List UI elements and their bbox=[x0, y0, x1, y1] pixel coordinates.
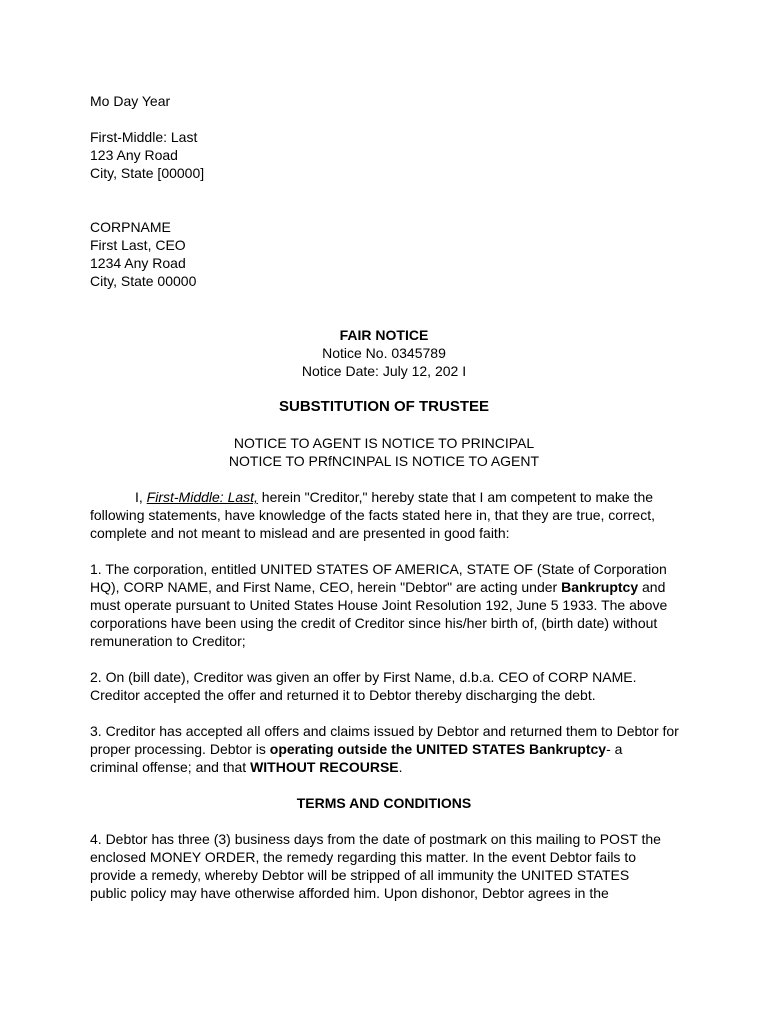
paragraph-line: public policy may have otherwise afforded him. Upon dishonor, Debtor agrees in the bbox=[90, 885, 609, 901]
notice-heading bbox=[90, 326, 678, 380]
bold-text: WITHOUT RECOURSE bbox=[250, 759, 399, 775]
sender-address-line1: 123 Any Road bbox=[90, 147, 178, 163]
paragraph-2 bbox=[90, 668, 678, 704]
recipient-address-block bbox=[90, 218, 678, 290]
sender-name: First-Middle: Last bbox=[90, 129, 198, 145]
terms-heading: TERMS AND CONDITIONS bbox=[296, 795, 472, 811]
paragraph-line: Creditor accepted the offer and returned it to Debtor thereby discharging the debt. bbox=[90, 687, 596, 703]
paragraph-text: . bbox=[398, 759, 403, 775]
creditor-name: First-Middle: Last, bbox=[146, 489, 258, 505]
recipient-person: First Last, CEO bbox=[90, 237, 186, 253]
bold-text: operating outside the UNITED STATES Bankruptcy bbox=[269, 741, 607, 757]
paragraph-line: remuneration to Creditor; bbox=[90, 633, 246, 649]
paragraph-text: HQ), CORP NAME, and First Name, CEO, herein "Debtor" are acting under bbox=[90, 579, 562, 595]
paragraph-4 bbox=[90, 830, 678, 902]
paragraph-text: criminal offense; and that bbox=[90, 759, 251, 775]
notice-title: FAIR NOTICE bbox=[339, 327, 429, 343]
paragraph-line bbox=[90, 740, 678, 758]
intro-line: following statements, have knowledge of the facts stated here in, that they are true, correct, bbox=[90, 507, 655, 523]
document-subtitle: SUBSTITUTION OF TRUSTEE bbox=[279, 398, 489, 415]
maxims-block bbox=[90, 434, 678, 470]
intro-line: complete and not meant to mislead and are presented in good faith: bbox=[90, 525, 510, 541]
recipient-company: CORPNAME bbox=[90, 219, 171, 235]
recipient-address-line2: City, State 00000 bbox=[90, 273, 197, 289]
paragraph-line: 4. Debtor has three (3) business days from the date of postmark on this mailing to POST the bbox=[90, 831, 661, 847]
paragraph-text: - a bbox=[606, 741, 623, 757]
bold-text: Bankruptcy bbox=[561, 579, 639, 595]
paragraph-line: 1. The corporation, entitled UNITED STATES OF AMERICA, STATE OF (State of Corporation bbox=[90, 561, 667, 577]
paragraph-line: provide a remedy, whereby Debtor will be stripped of all immunity the UNITED STATES bbox=[90, 867, 630, 883]
intro-paragraph bbox=[90, 488, 678, 542]
intro-text: I, bbox=[135, 489, 147, 505]
maxim-line: NOTICE TO PRfNCINPAL IS NOTICE TO AGENT bbox=[228, 453, 540, 469]
paragraph-line bbox=[90, 578, 678, 596]
paragraph-line bbox=[90, 758, 678, 776]
paragraph-3 bbox=[90, 722, 678, 776]
intro-line bbox=[90, 488, 678, 506]
paragraph-line: must operate pursuant to United States House Joint Resolution 192, June 5 1933. The above bbox=[90, 597, 668, 613]
notice-date: Notice Date: July 12, 202 I bbox=[301, 363, 467, 379]
paragraph-1 bbox=[90, 560, 678, 650]
paragraph-line: 2. On (bill date), Creditor was given an offer by First Name, d.b.a. CEO of CORP NAME. bbox=[90, 669, 637, 685]
recipient-address-line1: 1234 Any Road bbox=[90, 255, 186, 271]
intro-text: herein "Creditor," hereby state that I am competent to make the bbox=[257, 489, 654, 505]
sender-address-block bbox=[90, 128, 678, 182]
paragraph-line: enclosed MONEY ORDER, the remedy regarding this matter. In the event Debtor fails to bbox=[90, 849, 636, 865]
paragraph-text: proper processing. Debtor is bbox=[90, 741, 270, 757]
notice-number: Notice No. 0345789 bbox=[322, 345, 446, 361]
letter-date: Mo Day Year bbox=[90, 93, 171, 109]
paragraph-text: and bbox=[638, 579, 666, 595]
sender-address-line2: City, State [00000] bbox=[90, 165, 205, 181]
paragraph-line: corporations have been using the credit of Creditor since his/her birth of, (birth date) without bbox=[90, 615, 658, 631]
maxim-line: NOTICE TO AGENT IS NOTICE TO PRINCIPAL bbox=[233, 435, 535, 451]
paragraph-line: 3. Creditor has accepted all offers and claims issued by Debtor and returned them to Debtor for bbox=[90, 723, 679, 739]
